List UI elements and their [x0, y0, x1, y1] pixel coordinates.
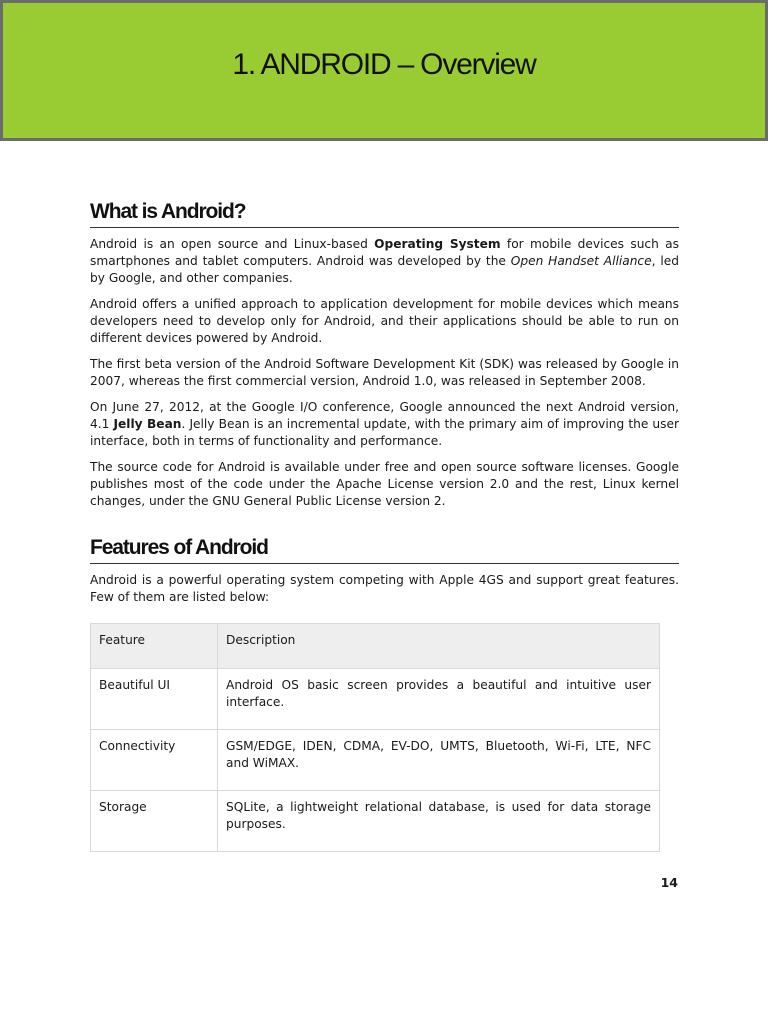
table-header-description: Description	[218, 624, 660, 669]
paragraph-jelly-bean	[90, 399, 679, 450]
table-row	[91, 730, 660, 791]
table-row	[91, 669, 660, 730]
table-cell-feature: Connectivity	[91, 730, 218, 791]
features-table	[90, 623, 660, 852]
table-cell-feature: Beautiful UI	[91, 669, 218, 730]
paragraph-licenses: The source code for Android is available under free and open source software licenses. Google publishes most of the code under the Apache License version 2.0 and the rest, Linux kernel changes, under the GNU General Public License version 2.	[90, 460, 679, 508]
paragraph-intro	[90, 236, 679, 287]
paragraph-sdk-history: The first beta version of the Android Software Development Kit (SDK) was released by Google in 2007, whereas the first commercial version, Android 1.0, was released in September 2008.	[90, 357, 679, 388]
page-content	[90, 199, 679, 852]
section-heading-what-is-android: What is Android?	[90, 199, 679, 228]
text-span: . Jelly Bean is an incremental update, with the primary aim of improving the user interface, both in terms of functionality and performance.	[90, 417, 679, 448]
text-span: On June 27, 2012, at the Google I/O conference, Google announced the next Android version, 4.1	[90, 400, 679, 431]
table-cell-description: GSM/EDGE, IDEN, CDMA, EV-DO, UMTS, Bluetooth, Wi-Fi, LTE, NFC and WiMAX.	[218, 730, 660, 791]
text-span: Android is an open source and Linux-based	[90, 237, 375, 251]
table-header-row	[91, 624, 660, 669]
table-cell-feature: Storage	[91, 791, 218, 852]
bold-operating-system: Operating System	[374, 237, 501, 251]
section-heading-features: Features of Android	[90, 535, 679, 564]
table-cell-description: Android OS basic screen provides a beautiful and intuitive user interface.	[218, 669, 660, 730]
text-span: for mobile devices such as smartphones and tablet computers. Android was developed by the	[90, 237, 679, 268]
chapter-banner	[0, 0, 768, 141]
paragraph-unified-approach: Android offers a unified approach to application development for mobile devices which means developers need to develop only for Android, and their applications should be able to run on different devices powered by Android.	[90, 297, 679, 345]
table-row	[91, 791, 660, 852]
bold-jelly-bean: Jelly Bean	[113, 417, 182, 431]
chapter-title: 1. ANDROID – Overview	[232, 47, 536, 81]
table-cell-description: SQLite, a lightweight relational database, is used for data storage purposes.	[218, 791, 660, 852]
page-number: 14	[660, 875, 678, 890]
paragraph-features-intro: Android is a powerful operating system competing with Apple 4GS and support great features. Few of them are listed below:	[90, 573, 679, 604]
italic-open-handset-alliance: Open Handset Alliance	[510, 254, 652, 268]
text-span: , led by Google, and other companies.	[90, 254, 679, 285]
table-header-feature: Feature	[91, 624, 218, 669]
